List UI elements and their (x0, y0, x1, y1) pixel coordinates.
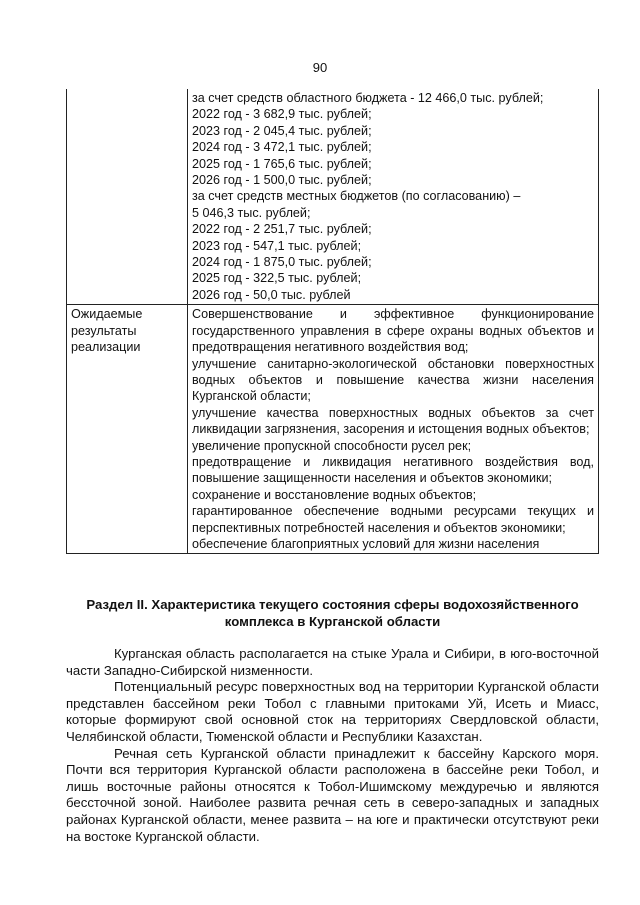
section-title (66, 596, 599, 630)
body-paragraph: Потенциальный ресурс поверхностных вод на территории Курганской области представлен бассейном реки Тобол с главными притоками Уй, Исеть и Миасс, которые формируют свой основной сток на территориях Свердловской области, Челябинской области, Тюменской области и Республики Казахстан. (66, 679, 599, 744)
funding-cell (188, 89, 599, 305)
table-row-expected-results (67, 305, 599, 554)
funding-line: 2025 год - 322,5 тыс. рублей; (192, 271, 362, 286)
funding-line: за счет средств областного бюджета - 12 466,0 тыс. рублей; (192, 91, 544, 105)
result-item: предотвращение и ликвидация негативного воздействия вод, повышение защищенности населения и объектов экономики; (192, 454, 594, 486)
label-line: реализации (71, 340, 141, 355)
funding-line: 2024 год - 3 472,1 тыс. рублей; (192, 140, 372, 155)
funding-line: 2026 год - 50,0 тыс. рублей (192, 287, 351, 302)
body-paragraph: Речная сеть Курганской области принадлежит к бассейну Карского моря. Почти вся территория Курганской области расположена в бассейне реки Тобол, и лишь восточные районы относятся к Тобол-Ишимскому междуречью и являются бессточной зоной. Наиболее развита речная сеть в северо-западных и западных районах Курганской области, менее развита – на юге и практически отсутствуют реки на востоке Курганской области. (66, 745, 599, 844)
funding-line: 2026 год - 1 500,0 тыс. рублей; (192, 173, 372, 188)
result-item: обеспечение благоприятных условий для жизни населения (192, 536, 540, 551)
result-item: Совершенствование и эффективное функционирование государственного управления в сфере охраны водных объектов и предотвращения негативного воздействия вод; (192, 307, 594, 355)
section-body (66, 646, 599, 845)
funding-line: 2023 год - 547,1 тыс. рублей; (192, 238, 362, 253)
funding-line: 2022 год - 3 682,9 тыс. рублей; (192, 107, 372, 122)
page-number: 90 (312, 60, 328, 75)
result-item: улучшение санитарно-экологической обстановки поверхностных водных объектов и повышение качества жизни населения Курганской области; (192, 356, 594, 404)
funding-line: 2025 год - 1 765,6 тыс. рублей; (192, 156, 372, 171)
result-item: гарантированное обеспечение водными ресурсами текущих и перспективных потребностей населения и объектов экономики; (192, 504, 594, 535)
label-line: Ожидаемые (71, 307, 143, 322)
expected-results-cell (188, 305, 599, 554)
label-line: результаты (71, 323, 137, 338)
table-cell-label-empty (67, 89, 188, 305)
funding-line: 2024 год - 1 875,0 тыс. рублей; (192, 255, 372, 270)
result-item: увеличение пропускной способности русел рек; (192, 438, 472, 453)
funding-line: за счет средств местных бюджетов (по согласованию) – (192, 189, 521, 204)
table-row-funding (67, 89, 599, 305)
result-item: улучшение качества поверхностных водных объектов за счет ликвидации загрязнения, засорения и истощения водных объектов; (192, 405, 594, 437)
funding-line: 2023 год - 2 045,4 тыс. рублей; (192, 123, 372, 138)
section-title-line: комплекса в Курганской области (224, 614, 441, 629)
body-paragraph: Курганская область располагается на стыке Урала и Сибири, в юго-восточной части Западно-Сибирской низменности. (66, 646, 599, 678)
result-item: сохранение и восстановление водных объектов; (192, 487, 477, 502)
section-title-line: Раздел II. Характеристика текущего состояния сферы водохозяйственного (86, 597, 579, 612)
funding-line: 2022 год - 2 251,7 тыс. рублей; (192, 222, 372, 237)
expected-results-label (67, 305, 188, 554)
funding-line: 5 046,3 тыс. рублей; (192, 205, 311, 220)
program-passport-table (66, 89, 599, 554)
